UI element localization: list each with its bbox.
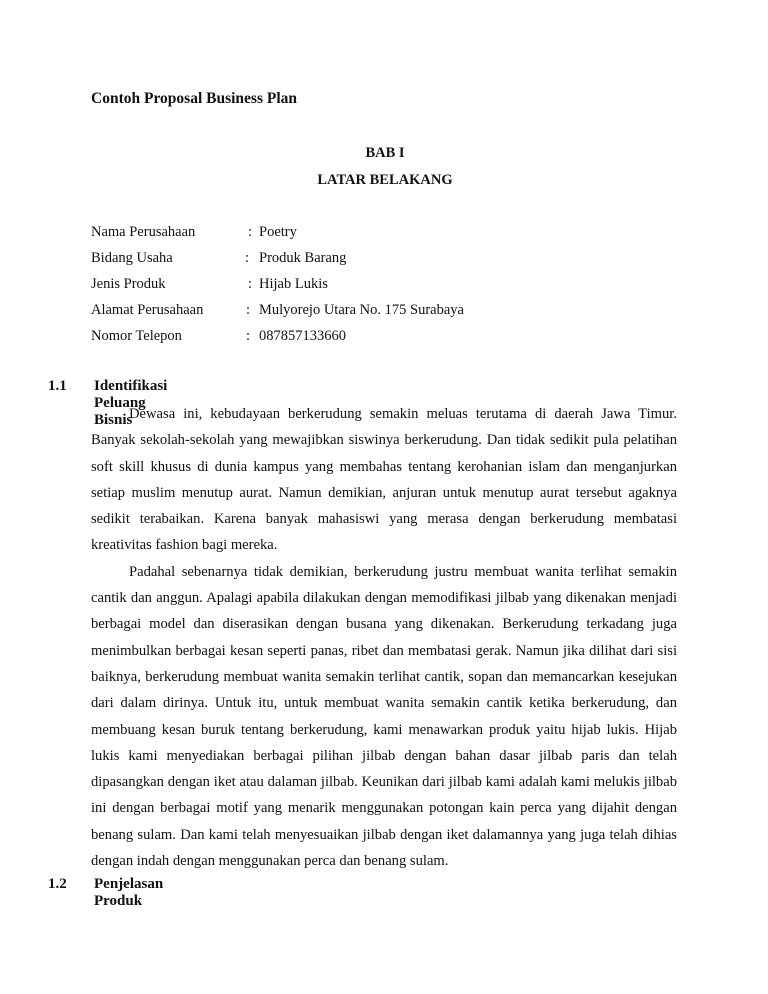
info-label: Bidang Usaha: [91, 250, 173, 266]
info-row-product-type: [91, 274, 691, 300]
info-separator: :: [245, 250, 250, 266]
info-row-business-field: [91, 248, 691, 274]
section-number: 1.2: [48, 876, 67, 892]
info-label: Jenis Produk: [91, 276, 166, 292]
section-title: Identifikasi Peluang Bisnis: [94, 378, 168, 428]
paragraph: Padahal sebenarnya tidak demikian, berkerudung justru membuat wanita terlihat semakin cantik dan anggun. Apalagi apabila dilakukan dengan memodifikasi jilbab yang dikenakan menjadi berbagai model dan diserasikan dengan busana yang dikenakan. Berkerudung terkadang juga menimbulkan berbagai kesan seperti panas, ribet dan membatasi gerak. Namun jika dilihat dari sisi baiknya, berkerudung membuat wanita semakin terlihat cantik, sopan dan memancarkan kesejukan dari dalam dirinya. Untuk itu, untuk membuat wanita semakin cantik ketika berkerudung, dan membuang kesan buruk tentang berkerudung, kami menawarkan produk yaitu hijab lukis. Hijab lukis kami menyediakan berbagai pilihan jilbab dengan bahan dasar jilbab paris dan telah dipasangkan dengan iket atau dalaman jilbab. Keunikan dari jilbab kami adalah kami melukis jilbab ini dengan berbagai motif yang menarik menggunakan potongan kain perca yang dijahit dengan benang sulam. Dan kami telah menyesuaikan jilbab dengan iket dalamannya yang juga telah dihias dengan indah dengan menggunakan perca dan benang sulam.: [91, 563, 677, 870]
info-row-address: [91, 300, 691, 326]
info-value: Mulyorejo Utara No. 175 Surabaya: [259, 302, 464, 318]
document-title: Contoh Proposal Business Plan: [91, 90, 298, 107]
section-1-1-body: [91, 401, 677, 874]
info-separator: :: [248, 224, 253, 240]
chapter-number: BAB I: [365, 145, 405, 161]
info-label: Nomor Telepon: [91, 328, 182, 344]
info-value: Produk Barang: [259, 250, 347, 266]
info-row-company-name: [91, 222, 691, 248]
info-value: 087857133660: [259, 328, 346, 344]
company-info-list: [91, 222, 691, 352]
info-separator: :: [246, 328, 251, 344]
section-title: Penjelasan Produk: [94, 876, 164, 909]
paragraph: Dewasa ini, kebudayaan berkerudung semakin meluas terutama di daerah Jawa Timur. Banyak sekolah-sekolah yang mewajibkan siswinya berkerudung. Dan tidak sedikit pula pelatihan soft skill khusus di dunia kampus yang membahas tentang kerohanian islam dan menganjurkan setiap muslim menutup aurat. Namun demikian, anjuran untuk menutup aurat tersebut agaknya sedikit terabaikan. Karena banyak mahasiswi yang merasa dengan berkerudung membatasi kreativitas fashion bagi mereka.: [91, 406, 677, 554]
info-separator: :: [246, 302, 251, 318]
info-separator: :: [248, 276, 253, 292]
chapter-title: LATAR BELAKANG: [317, 172, 453, 188]
info-label: Nama Perusahaan: [91, 224, 196, 240]
section-number: 1.1: [48, 378, 67, 394]
info-value: Poetry: [259, 224, 297, 240]
info-row-phone: [91, 326, 691, 352]
info-label: Alamat Perusahaan: [91, 302, 204, 318]
info-value: Hijab Lukis: [259, 276, 328, 292]
